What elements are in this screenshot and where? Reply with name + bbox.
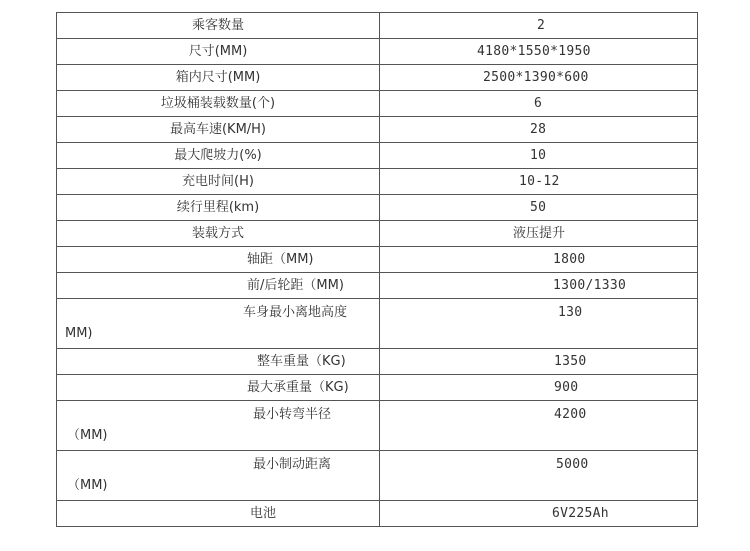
table-row [57, 169, 698, 195]
row-value: 50 [380, 195, 698, 221]
row-value: 1300/1330 [380, 273, 698, 299]
row-value: 4200 [380, 401, 698, 451]
table-row [57, 39, 698, 65]
row-value: 2500*1390*600 [380, 65, 698, 91]
row-label: 轴距（MM) [57, 247, 380, 273]
row-label: 最大承重量（KG) [57, 375, 380, 401]
row-value: 2 [380, 13, 698, 39]
row-value: 10 [380, 143, 698, 169]
row-label: 电池 [57, 501, 380, 527]
row-label: 最小转弯半径 （MM) [57, 401, 380, 451]
row-value: 130 [380, 299, 698, 349]
row-label: 前/后轮距（MM) [57, 273, 380, 299]
spec-table [56, 12, 698, 527]
table-row [57, 451, 698, 501]
table-row [57, 401, 698, 451]
row-label: 充电时间(H) [57, 169, 380, 195]
table-row [57, 13, 698, 39]
row-label: 续行里程(km) [57, 195, 380, 221]
table-row [57, 375, 698, 401]
table-row [57, 65, 698, 91]
row-value: 1350 [380, 349, 698, 375]
table-row [57, 247, 698, 273]
row-label: 整车重量（KG) [57, 349, 380, 375]
table-row [57, 273, 698, 299]
row-label: 最高车速(KM/H) [57, 117, 380, 143]
row-value: 4180*1550*1950 [380, 39, 698, 65]
row-label: 最小制动距离 （MM) [57, 451, 380, 501]
row-label: 乘客数量 [57, 13, 380, 39]
row-value: 10-12 [380, 169, 698, 195]
row-value: 6V225Ah [380, 501, 698, 527]
row-value: 5000 [380, 451, 698, 501]
row-value: 900 [380, 375, 698, 401]
row-value: 1800 [380, 247, 698, 273]
row-label: 箱内尺寸(MM) [57, 65, 380, 91]
table-row [57, 143, 698, 169]
row-label: 车身最小离地高度 MM) [57, 299, 380, 349]
table-row [57, 299, 698, 349]
table-row [57, 91, 698, 117]
table-row [57, 349, 698, 375]
table-row [57, 195, 698, 221]
row-label: 最大爬坡力(%) [57, 143, 380, 169]
table-row [57, 501, 698, 527]
table-row [57, 221, 698, 247]
row-value: 6 [380, 91, 698, 117]
row-label: 垃圾桶装载数量(个) [57, 91, 380, 117]
row-value: 28 [380, 117, 698, 143]
row-value: 液压提升 [380, 221, 698, 247]
row-label: 装载方式 [57, 221, 380, 247]
row-label: 尺寸(MM) [57, 39, 380, 65]
table-row [57, 117, 698, 143]
